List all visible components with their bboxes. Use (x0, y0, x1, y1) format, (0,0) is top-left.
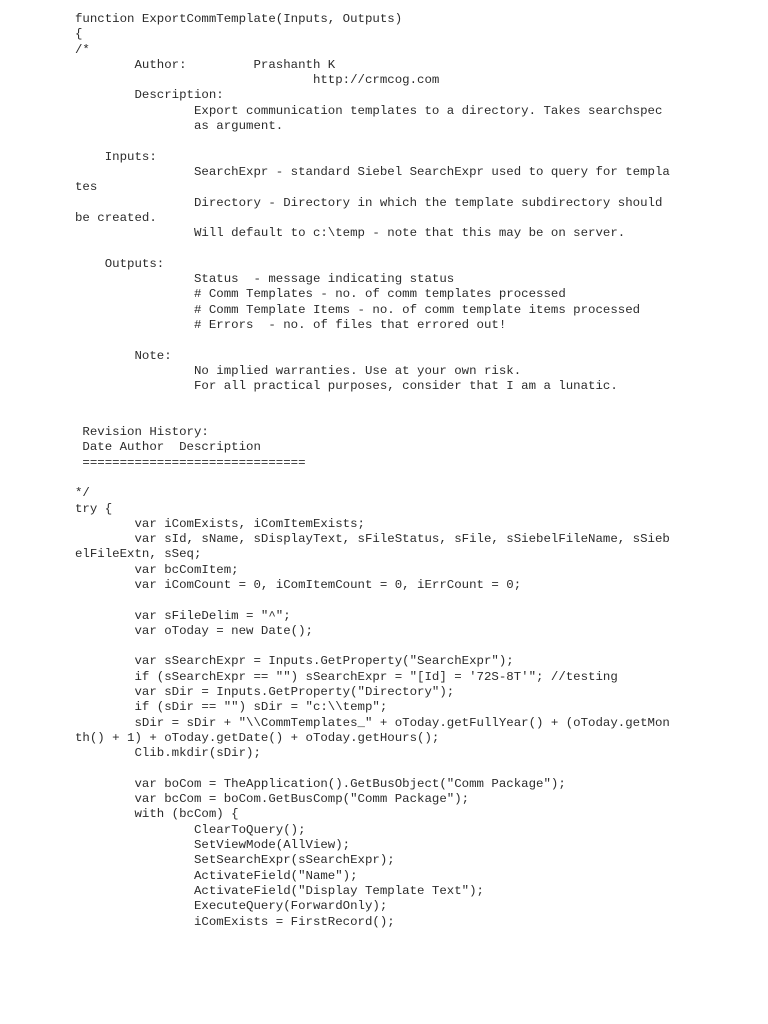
code-line (75, 593, 675, 608)
code-document (75, 12, 675, 930)
code-line: sDir = sDir + "\\CommTemplates_" + oToday.getFullYear() + (oToday.getMon (75, 715, 670, 730)
code-line: Will default to c:\temp - note that this may be on server. (75, 226, 626, 241)
code-line: var iComCount = 0, iComItemCount = 0, iErrCount = 0; (75, 577, 522, 592)
code-line: # Errors - no. of files that errored out! (75, 317, 507, 332)
code-line (75, 333, 675, 348)
code-line (75, 471, 675, 486)
code-line (75, 394, 675, 409)
code-line: try { (75, 501, 113, 516)
code-line: ExecuteQuery(ForwardOnly); (75, 899, 388, 914)
code-line: Outputs: (75, 256, 165, 271)
code-line: var bcCom = boCom.GetBusComp("Comm Package"); (75, 792, 470, 807)
code-line: var bcComItem; (75, 562, 239, 577)
code-line: Directory - Directory in which the template subdirectory should (75, 195, 663, 210)
code-line: with (bcCom) { (75, 807, 239, 822)
code-line: SearchExpr - standard Siebel SearchExpr used to query for templa (75, 164, 670, 179)
code-line (75, 241, 675, 256)
code-line: var sId, sName, sDisplayText, sFileStatus, sFile, sSiebelFileName, sSieb (75, 532, 670, 547)
code-line (75, 762, 675, 777)
code-line: var sFileDelim = "^"; (75, 608, 291, 623)
code-line: { (75, 27, 83, 42)
code-line: Clib.mkdir(sDir); (75, 746, 261, 761)
code-line: var boCom = TheApplication().GetBusObject("Comm Package"); (75, 776, 566, 791)
code-line: ActivateField("Name"); (75, 868, 358, 883)
code-line: Revision History: (75, 425, 209, 440)
code-line: iComExists = FirstRecord(); (75, 914, 395, 929)
code-line: SetSearchExpr(sSearchExpr); (75, 853, 395, 868)
code-line: if (sDir == "") sDir = "c:\\temp"; (75, 700, 388, 715)
code-line: elFileExtn, sSeq; (75, 547, 202, 562)
code-line: SetViewMode(AllView); (75, 838, 351, 853)
code-line: var iComExists, iComItemExists; (75, 516, 365, 531)
code-line: http://crmcog.com (75, 73, 440, 88)
code-line: # Comm Template Items - no. of comm template items processed (75, 302, 641, 317)
code-line: ClearToQuery(); (75, 822, 306, 837)
code-line: th() + 1) + oToday.getDate() + oToday.getHours(); (75, 730, 440, 745)
code-line: if (sSearchExpr == "") sSearchExpr = "[Id] = '72S-8T'"; //testing (75, 669, 618, 684)
code-line: Inputs: (75, 149, 157, 164)
code-line: var sSearchExpr = Inputs.GetProperty("SearchExpr"); (75, 654, 514, 669)
code-line: Export communication templates to a directory. Takes searchspec (75, 103, 663, 118)
code-line: No implied warranties. Use at your own risk. (75, 363, 522, 378)
code-line: Status - message indicating status (75, 272, 455, 287)
code-line: function ExportCommTemplate(Inputs, Outputs) (75, 12, 403, 26)
code-line: var sDir = Inputs.GetProperty("Directory"); (75, 685, 455, 700)
code-line: be created. (75, 210, 157, 225)
code-line (75, 410, 675, 425)
code-line: ActivateField("Display Template Text"); (75, 883, 484, 898)
code-line: Note: (75, 348, 172, 363)
code-line: Date Author Description (75, 440, 261, 455)
code-line: as argument. (75, 119, 284, 134)
code-line (75, 639, 675, 654)
code-line: var oToday = new Date(); (75, 623, 313, 638)
code-line: Author: Prashanth K (75, 57, 336, 72)
code-line: Description: (75, 88, 224, 103)
code-line: For all practical purposes, consider that I am a lunatic. (75, 379, 618, 394)
code-line: # Comm Templates - no. of comm templates processed (75, 287, 566, 302)
code-line: ============================== (75, 455, 306, 470)
code-line: /* (75, 42, 90, 57)
code-line: tes (75, 180, 98, 195)
code-line (75, 134, 675, 149)
code-line: */ (75, 486, 90, 501)
